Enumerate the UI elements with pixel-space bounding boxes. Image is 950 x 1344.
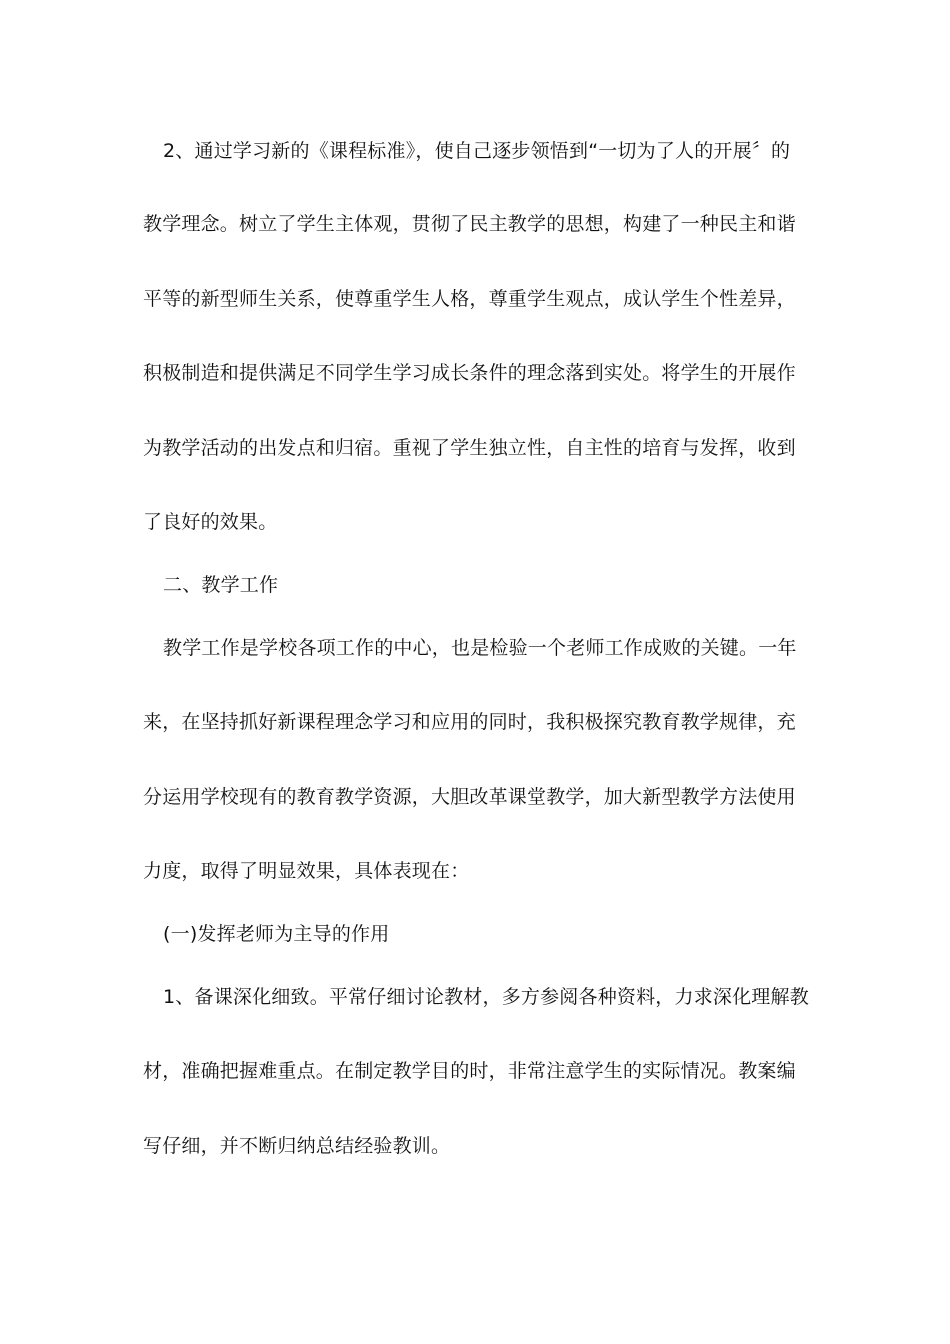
paragraph-line: 分运用学校现有的教育教学资源，大胆改革课堂教学，加大新型教学方法使用 xyxy=(143,786,796,808)
paragraph-line: 2、通过学习新的《课程标准》，使自己逐步领悟到“一切为了人的开展〞的 xyxy=(163,140,791,162)
paragraph-line: 积极制造和提供满足不同学生学习成长条件的理念落到实处。将学生的开展作 xyxy=(143,362,796,384)
paragraph-line: 材，准确把握难重点。在制定教学目的时，非常注意学生的实际情况。教案编 xyxy=(143,1060,796,1082)
subsection-heading: (一)发挥老师为主导的作用 xyxy=(163,923,390,945)
paragraph-line: 来，在坚持抓好新课程理念学习和应用的同时，我积极探究教育教学规律，充 xyxy=(143,711,796,733)
paragraph-line: 为教学活动的出发点和归宿。重视了学生独立性，自主性的培育与发挥，收到 xyxy=(143,437,796,459)
paragraph-line: 力度，取得了明显效果，具体表现在： xyxy=(143,860,470,882)
paragraph-line: 教学理念。树立了学生主体观，贯彻了民主教学的思想，构建了一种民主和谐 xyxy=(143,213,796,235)
paragraph-line: 了良好的效果。 xyxy=(143,511,278,533)
paragraph-line: 教学工作是学校各项工作的中心，也是检验一个老师工作成败的关键。一年 xyxy=(163,637,797,659)
paragraph-line: 写仔细，并不断归纳总结经验教训。 xyxy=(143,1135,451,1157)
section-heading: 二、教学工作 xyxy=(163,574,279,596)
paragraph-line: 平等的新型师生关系，使尊重学生人格，尊重学生观点，成认学生个性差异， xyxy=(143,288,796,310)
paragraph-line: 1、备课深化细致。平常仔细讨论教材，多方参阅各种资料，力求深化理解教 xyxy=(163,986,809,1008)
